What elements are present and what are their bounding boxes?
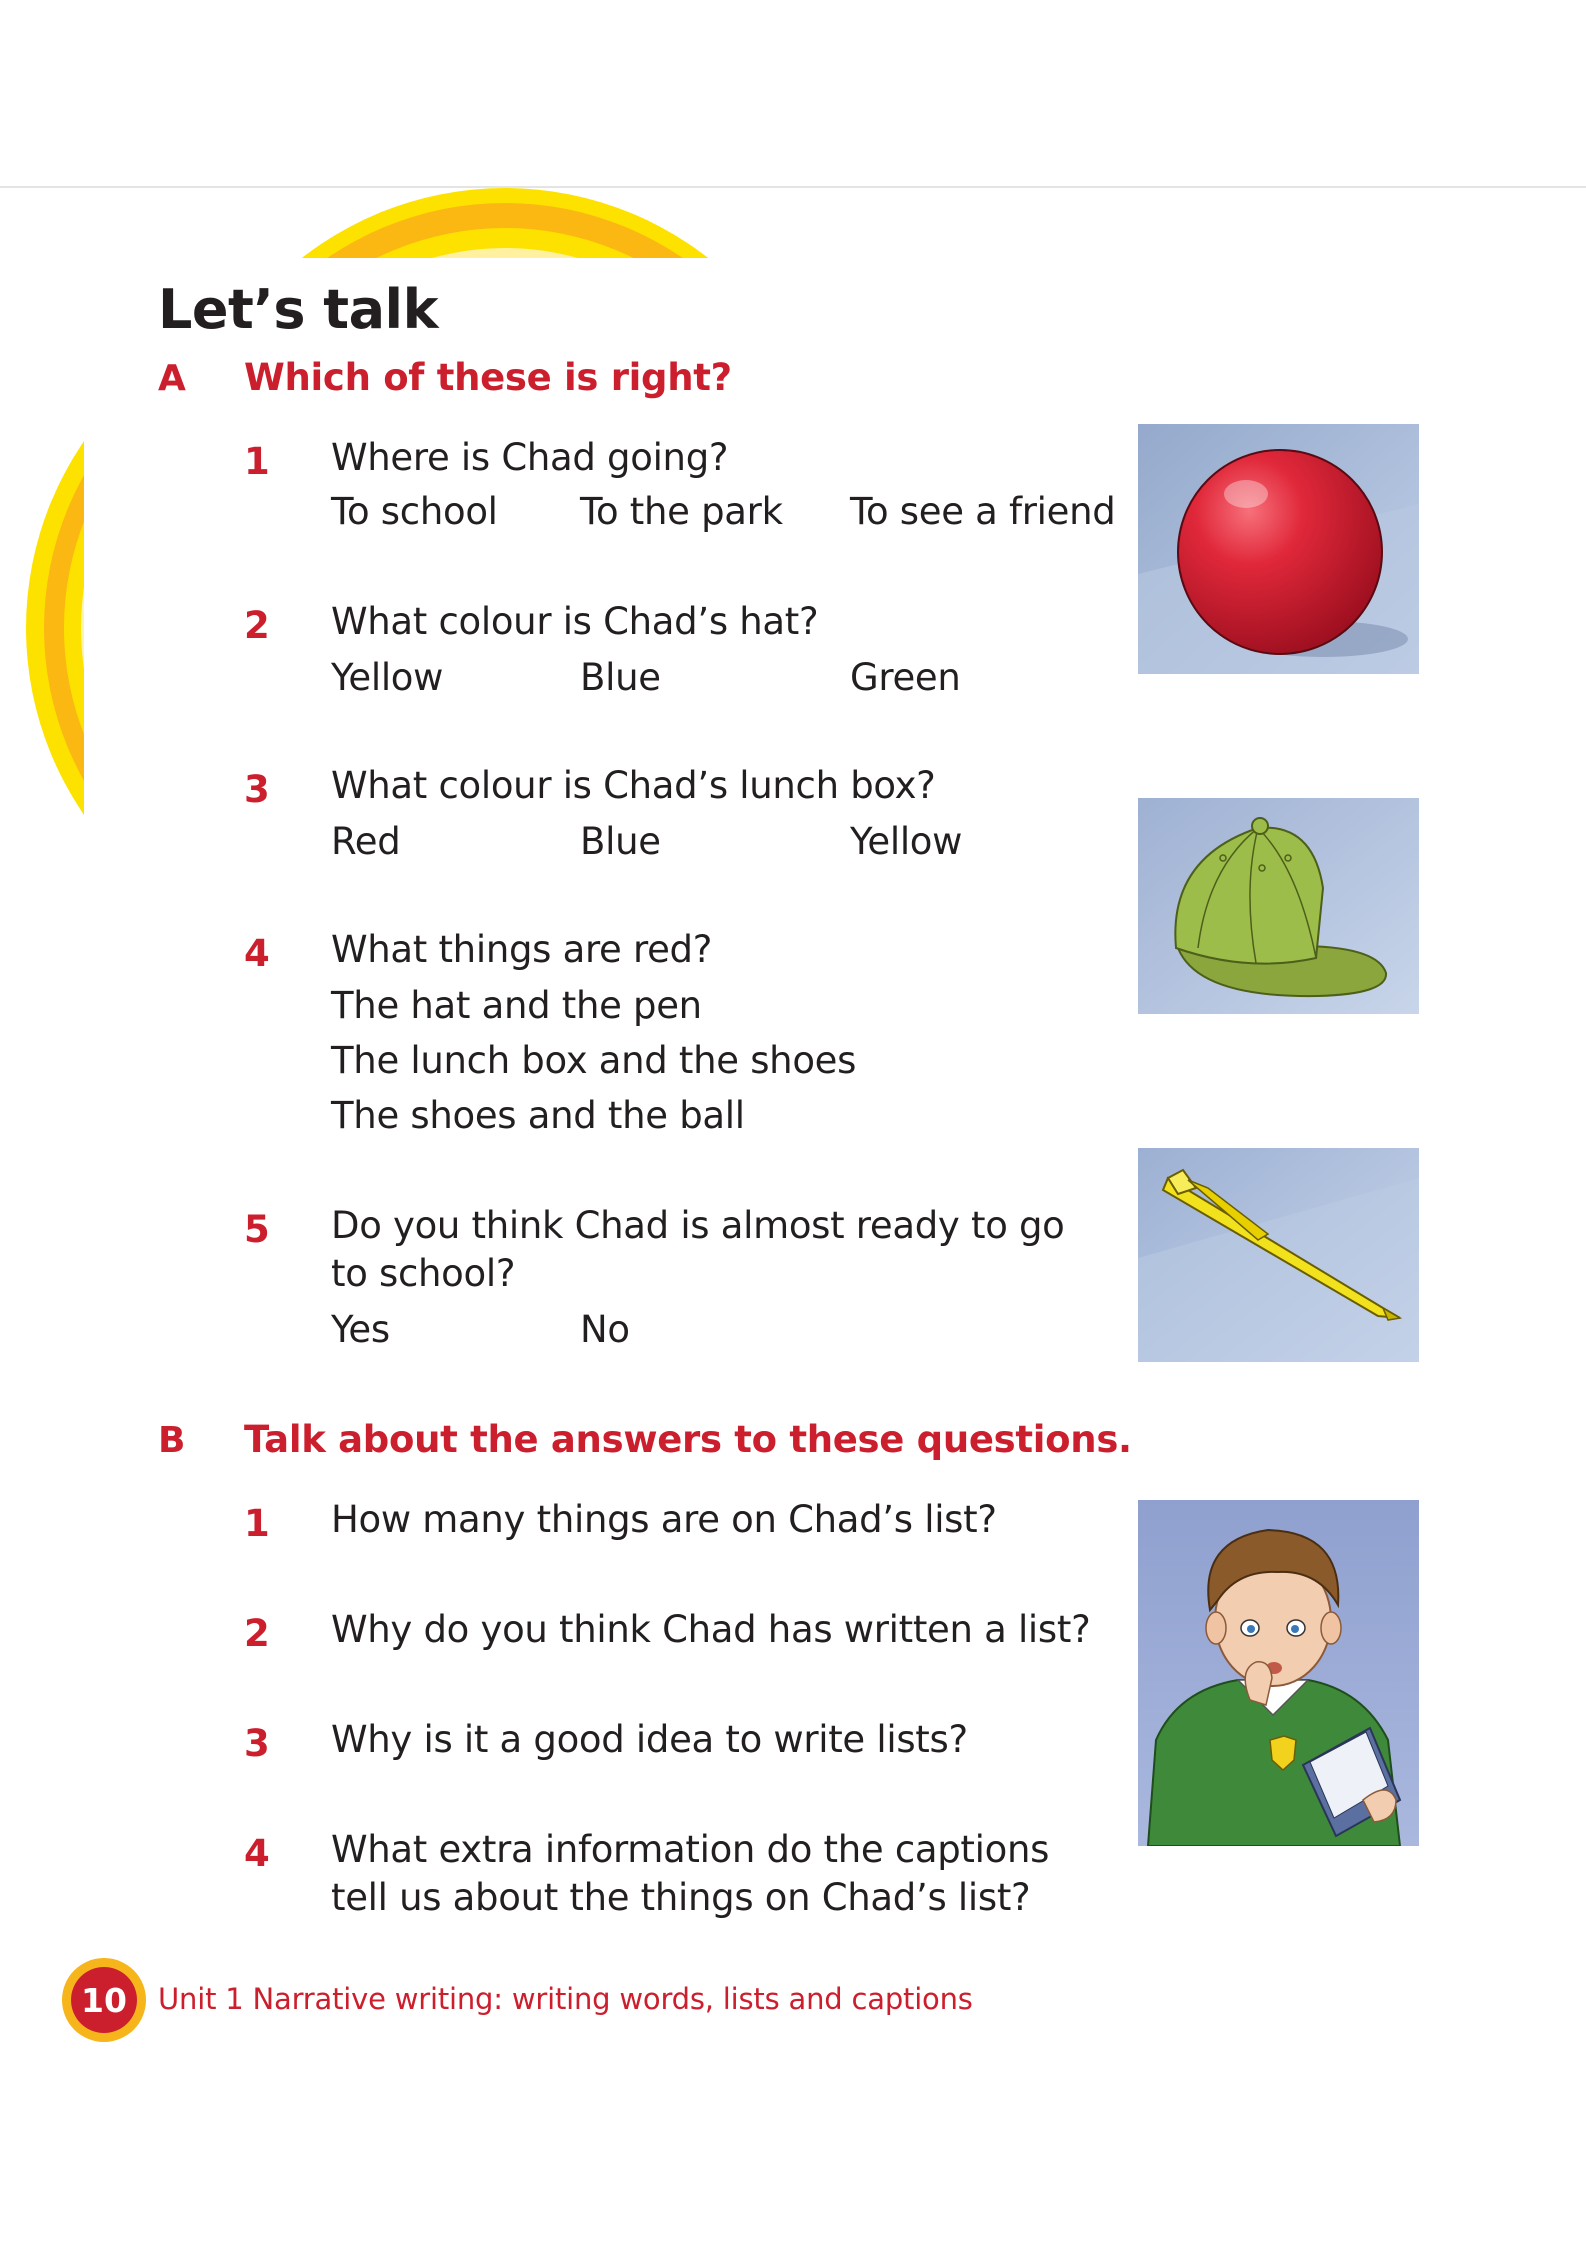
- page-number: 10: [71, 1967, 137, 2033]
- question-a1-text: Where is Chad going?: [331, 436, 729, 479]
- question-a2-option-2: Blue: [580, 656, 661, 699]
- green-cap-image: [1138, 798, 1419, 1014]
- question-a2-option-3: Green: [850, 656, 961, 699]
- question-a2-number: 2: [244, 604, 270, 647]
- question-b2-text: Why do you think Chad has written a list?: [331, 1608, 1091, 1651]
- section-a-heading: Which of these is right?: [244, 356, 732, 399]
- question-a4-text: What things are red?: [331, 928, 713, 971]
- question-a1-option-1: To school: [331, 490, 498, 533]
- question-b4-text-line2: tell us about the things on Chad’s list?: [331, 1876, 1031, 1919]
- question-a5-option-2: No: [580, 1308, 630, 1351]
- page-title: Let’s talk: [158, 278, 438, 341]
- unit-caption: Unit 1 Narrative writing: writing words, lists and captions: [158, 1982, 973, 2016]
- section-b-letter: B: [158, 1420, 186, 1461]
- question-a5-text-line1: Do you think Chad is almost ready to go: [331, 1204, 1065, 1247]
- question-b2-number: 2: [244, 1612, 270, 1655]
- question-a3-option-2: Blue: [580, 820, 661, 863]
- section-b-heading: Talk about the answers to these questions.: [244, 1418, 1132, 1461]
- question-a5-text-line2: to school?: [331, 1252, 516, 1295]
- section-a-letter: A: [158, 358, 186, 399]
- question-a1-option-2: To the park: [580, 490, 783, 533]
- question-b3-number: 3: [244, 1722, 270, 1765]
- question-a5-number: 5: [244, 1208, 270, 1251]
- question-a1-option-3: To see a friend: [850, 490, 1116, 533]
- question-b1-text: How many things are on Chad’s list?: [331, 1498, 997, 1541]
- question-a2-text: What colour is Chad’s hat?: [331, 600, 819, 643]
- question-b3-text: Why is it a good idea to write lists?: [331, 1718, 968, 1761]
- question-a4-option-2: The lunch box and the shoes: [331, 1039, 857, 1082]
- question-b4-text-line1: What extra information do the captions: [331, 1828, 1050, 1871]
- question-a4-number: 4: [244, 932, 270, 975]
- question-a1-number: 1: [244, 440, 270, 483]
- question-a3-text: What colour is Chad’s lunch box?: [331, 764, 936, 807]
- yellow-pen-image: [1138, 1148, 1419, 1362]
- question-a5-option-1: Yes: [331, 1308, 390, 1351]
- question-a3-number: 3: [244, 768, 270, 811]
- question-a3-option-1: Red: [331, 820, 401, 863]
- page-number-badge: [62, 1958, 146, 2042]
- question-a4-option-3: The shoes and the ball: [331, 1094, 745, 1137]
- sun-arc-side-decoration: [26, 342, 84, 914]
- red-ball-image: [1138, 424, 1419, 674]
- boy-with-notepad-image: [1138, 1500, 1419, 1846]
- question-a4-option-1: The hat and the pen: [331, 984, 702, 1027]
- question-b1-number: 1: [244, 1502, 270, 1545]
- sun-arc-decoration: [170, 188, 840, 258]
- question-a3-option-3: Yellow: [850, 820, 963, 863]
- question-b4-number: 4: [244, 1832, 270, 1875]
- question-a2-option-1: Yellow: [331, 656, 444, 699]
